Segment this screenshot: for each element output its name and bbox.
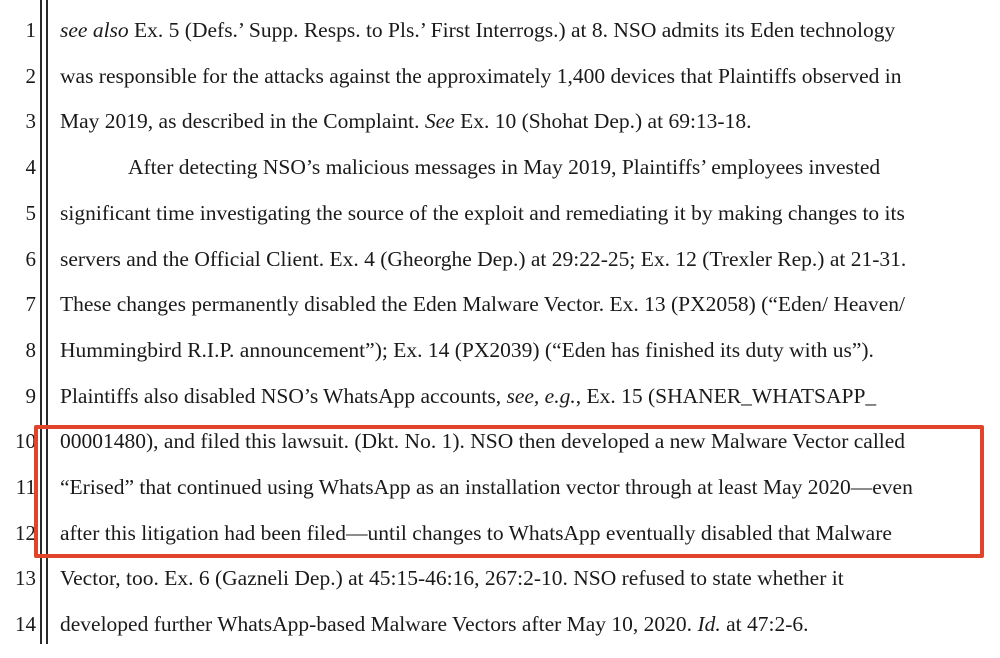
line-text [60, 247, 906, 271]
line-number: 2 [25, 63, 36, 88]
line-text [60, 612, 809, 636]
line-number: 6 [25, 246, 36, 271]
text-run: Vector, too. Ex. 6 (Gazneli Dep.) at 45:15-46:16, 267:2-10. NSO refused to state whether it [60, 566, 844, 591]
line-text [60, 566, 844, 590]
text-run: Ex. 10 (Shohat Dep.) at 69:13-18. [454, 109, 752, 134]
document-line [0, 566, 1000, 612]
text-run: After detecting NSO’s malicious messages in May 2019, Plaintiffs’ employees invested [128, 155, 881, 180]
text-run: at 47:2-6. [720, 612, 809, 637]
document-line [0, 338, 1000, 384]
italic-text: see also [60, 18, 129, 42]
text-run: , Ex. 15 (SHANER_WHATSAPP_ [575, 383, 877, 408]
document-line [0, 292, 1000, 338]
line-number: 1 [25, 18, 36, 42]
text-run: 00001480), and filed this lawsuit. (Dkt. No. 1). NSO then developed a new Malware Vector called [60, 429, 906, 454]
text-run: was responsible for the attacks against the approximately 1,400 devices that Plaintiffs observed in [60, 63, 902, 88]
line-number: 8 [25, 337, 36, 362]
text-run: servers and the Official Client. Ex. 4 (Gheorghe Dep.) at 29:22-25; Ex. 12 (Trexler Rep.) at 21-31. [60, 246, 907, 271]
text-run: after this litigation had been filed—until changes to WhatsApp eventually disabled that Malware [60, 520, 892, 545]
line-number: 9 [25, 383, 36, 408]
text-run: May 2019, as described in the Complaint. [60, 109, 425, 134]
line-number: 4 [25, 155, 36, 180]
line-number: 11 [15, 475, 36, 499]
text-run: These changes permanently disabled the Eden Malware Vector. Ex. 13 (PX2058) (“Eden/ Heaven/ [60, 292, 905, 317]
line-text [60, 109, 751, 133]
line-text [60, 384, 876, 408]
document-line [0, 612, 1000, 658]
text-run: Plaintiffs also disabled NSO’s WhatsApp accounts, [60, 383, 507, 408]
text-run: Hummingbird R.I.P. announcement”); Ex. 14 (PX2039) (“Eden has finished its duty with us”). [60, 337, 874, 362]
text-run: Ex. 5 (Defs.’ Supp. Resps. to Pls.’ First Interrogs.) at 8. NSO admits its Eden technology [128, 18, 896, 42]
highlight-box [34, 425, 984, 558]
line-text [60, 64, 901, 88]
line-number: 14 [15, 612, 36, 637]
line-number: 7 [25, 292, 36, 317]
document-line [0, 155, 1000, 201]
italic-text: See [424, 109, 455, 134]
line-number: 12 [15, 520, 36, 545]
line-number: 3 [25, 109, 36, 134]
line-number: 13 [15, 566, 36, 591]
italic-text: see, e.g. [506, 383, 576, 408]
line-text [128, 155, 880, 179]
line-number: 5 [25, 200, 36, 225]
document-line [0, 201, 1000, 247]
line-number: 10 [15, 429, 36, 454]
line-text [60, 292, 905, 316]
line-text [60, 338, 874, 362]
text-run: “Erised” that continued using WhatsApp as an installation vector through at least May 2020—even [60, 475, 913, 499]
line-text [60, 201, 905, 225]
text-run: significant time investigating the source of the exploit and remediating it by making changes to its [60, 200, 905, 225]
document-line [0, 384, 1000, 430]
document-line [0, 64, 1000, 110]
document-line [0, 247, 1000, 293]
text-run: developed further WhatsApp-based Malware Vectors after May 10, 2020. [60, 612, 698, 637]
document-line [0, 109, 1000, 155]
line-text [60, 18, 895, 42]
italic-text: Id. [697, 612, 721, 637]
document-line [0, 18, 1000, 64]
